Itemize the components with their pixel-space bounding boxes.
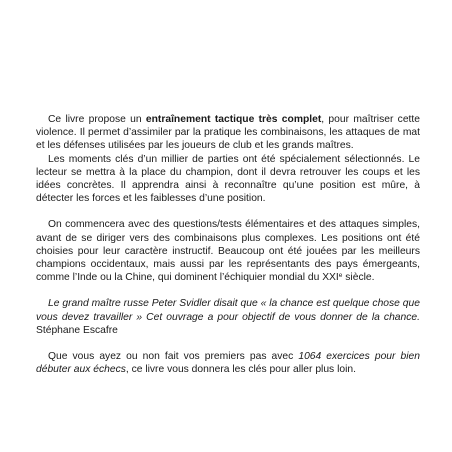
paragraph-spacer [36, 284, 420, 297]
progression-tail: siècle. [342, 272, 375, 284]
closing-lead: Que vous ayez ou non fait vos premiers pas avec [48, 351, 299, 363]
paragraph-progression [36, 218, 420, 284]
paragraph-quote [36, 297, 420, 337]
paragraph-spacer [36, 205, 420, 218]
paragraph-key-moments [36, 153, 420, 206]
svidler-quote: Le grand maître russe Peter Svidler disait que « la chance est quelque chose que vous devez travailler » Cet ouvrage a pour objectif de vous donner de la chance. [36, 298, 420, 323]
century-roman: XXI [322, 272, 339, 284]
intro-highlight: entraînement tactique très complet [145, 114, 322, 125]
key-moments-text: Les moments clés d’un millier de parties ont été spécialement sélectionnés. Le lecteur se mettra à la place du champion, dont il devra retrouver les coups et les idées concrètes. Il apprendra ainsi à reconnaître qu’une position est mûre, à détecter les forces et les faiblesses d’une position. [36, 153, 420, 205]
intro-lead: Ce livre propose un [48, 114, 146, 125]
paragraph-intro [36, 113, 420, 153]
intro-rest: , pour maîtriser cette violence. Il permet d’assimiler par la pratique les combinaisons, les attaques de mat et les défenses utilisées par les joueurs de club et les grands maîtres. [36, 114, 421, 152]
progression-text: On commencera avec des questions/tests élémentaires et des attaques simples, avant de se diriger vers des combinaisons plus complexes. Les positions ont été choisies pour leur caractère instructif. Beaucoup ont été jouées par les meilleurs champions occidentaux, mais aussi par les représentants des pays émergeants, comme l’Inde ou la Chine, qui dominent l’échiquier mondial du [36, 219, 420, 284]
century-superscript: e [338, 272, 343, 280]
book-description [36, 113, 420, 376]
paragraph-closing [36, 350, 420, 376]
paragraph-spacer [36, 337, 420, 350]
author-signature: Stéphane Escafre [36, 324, 118, 336]
closing-rest: , ce livre vous donnera les clés pour aller plus loin. [125, 364, 356, 376]
book-title-reference: 1064 exercices pour bien débuter aux échecs [36, 351, 420, 376]
